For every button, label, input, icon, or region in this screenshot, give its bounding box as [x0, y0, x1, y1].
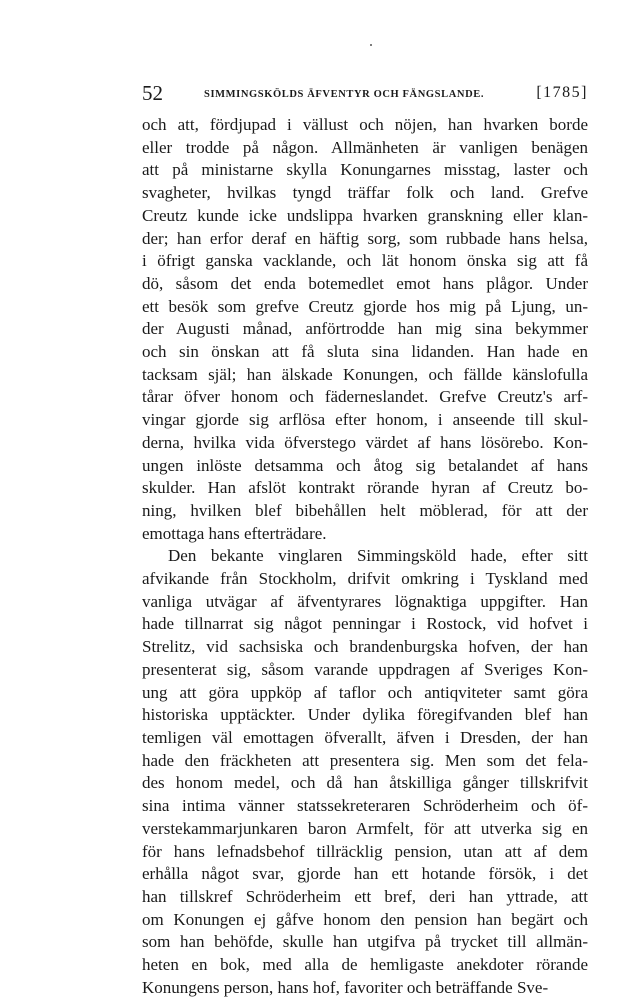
page-number: 52	[142, 81, 163, 105]
text-line: der Augusti månad, anförtrodde han mig sina bekymmer	[142, 319, 588, 339]
paragraph	[142, 545, 588, 999]
text-line: historiska upptäckter. Under dylika föregifvanden blef han	[142, 705, 588, 725]
text-line: tårar öfver honom och fäderneslandet. Grefve Creutz's arf-	[142, 387, 588, 407]
text-line: skulder. Han afslöt kontrakt rörande hyran af Creutz bo-	[142, 478, 588, 498]
text-line: dö, såsom det enda botemedlet emot hans plågor. Under	[142, 273, 588, 293]
text-line: erhålla något svar, gjorde han ett hotande försök, i det	[142, 864, 588, 884]
text-line: heten en bok, med alla de hemligaste anekdoter rörande	[142, 955, 588, 975]
body-text	[142, 114, 588, 999]
header-year: [1785]	[536, 84, 588, 101]
text-line: afvikande från Stockholm, drifvit omkring i Tyskland med	[142, 569, 588, 589]
text-line: verstekammarjunkaren baron Armfelt, för att utverka sig en	[142, 818, 588, 838]
text-line: eller trodde på någon. Allmänheten är vanligen benägen	[142, 137, 588, 157]
running-title: SIMMINGSKÖLDS ÄFVENTYR OCH FÄNGSLANDE.	[204, 89, 485, 100]
text-line: ung att göra uppköp af taflor och antiqviteter samt göra	[142, 682, 588, 702]
text-line: som han behöfde, skulle han utgifva på trycket till allmän-	[142, 932, 588, 952]
text-line: Strelitz, vid sachsiska och brandenburgska hofven, der han	[142, 637, 588, 657]
text-line: ning, hvilken blef bibehållen helt möblerad, för att der	[142, 500, 588, 520]
paragraph	[142, 114, 588, 545]
text-line: emottaga hans efterträdare.	[142, 523, 327, 543]
text-line: Creutz kunde icke undslippa hvarken granskning eller klan-	[142, 205, 588, 225]
text-line: temligen väl emottagen öfverallt, äfven i Dresden, der han	[142, 727, 588, 747]
text-line: Den bekante vinglaren Simmingsköld hade, efter sitt	[168, 546, 588, 566]
text-line: han tillskref Schröderheim ett bref, deri han yttrade, att	[142, 886, 588, 906]
text-line: för hans lefnadsbehof tillräcklig pension, utan att af dem	[142, 841, 588, 861]
text-line: svagheter, hvilkas tyngd träffar folk och land. Grefve	[142, 183, 588, 203]
text-line: hade den fräckheten att presentera sig. Men som det fela-	[142, 750, 588, 770]
text-line: hade tillnarrat sig något penningar i Rostock, vid hofvet i	[142, 614, 588, 634]
text-line: tacksam själ; han älskade Konungen, och fällde känslofulla	[142, 364, 588, 384]
text-line: ett besök som grefve Creutz gjorde hos mig på Ljung, un-	[142, 296, 588, 316]
text-line: derna, hvilka vida öfverstego värdet af hans lösörebo. Kon-	[142, 432, 588, 452]
ink-speck	[370, 44, 372, 46]
text-line: der; han erfor deraf en häftig sorg, som rubbade hans helsa,	[142, 228, 588, 248]
text-line: presenterat sig, såsom varande uppdragen af Sveriges Kon-	[142, 659, 588, 679]
text-line: sina intima vänner statssekreteraren Schröderheim och öf-	[142, 796, 588, 816]
text-line: och sin önskan att få sluta sina lidanden. Han hade en	[142, 342, 588, 362]
text-line: des honom medel, och då han åtskilliga gånger tillskrifvit	[142, 773, 588, 793]
text-line: i öfrigt ganska vacklande, och lät honom önska sig att få	[142, 251, 588, 271]
text-line: och att, fördjupad i vällust och nöjen, han hvarken borde	[142, 115, 588, 134]
text-line: om Konungen ej gåfve honom den pension han begärt och	[142, 909, 588, 929]
text-line: vingar gjorde sig arflösa efter honom, i anseende till skul-	[142, 410, 588, 430]
running-header	[142, 80, 588, 106]
text-line: vanliga utvägar af äfventyrares lögnaktiga uppgifter. Han	[142, 591, 588, 611]
text-line: att på ministarne skylla Konungarnes misstag, laster och	[142, 160, 588, 180]
text-line: ungen inlöste detsamma och åtog sig betalandet af hans	[142, 455, 588, 475]
text-line: Konungens person, hans hof, favoriter och beträffande Sve-	[142, 977, 549, 997]
